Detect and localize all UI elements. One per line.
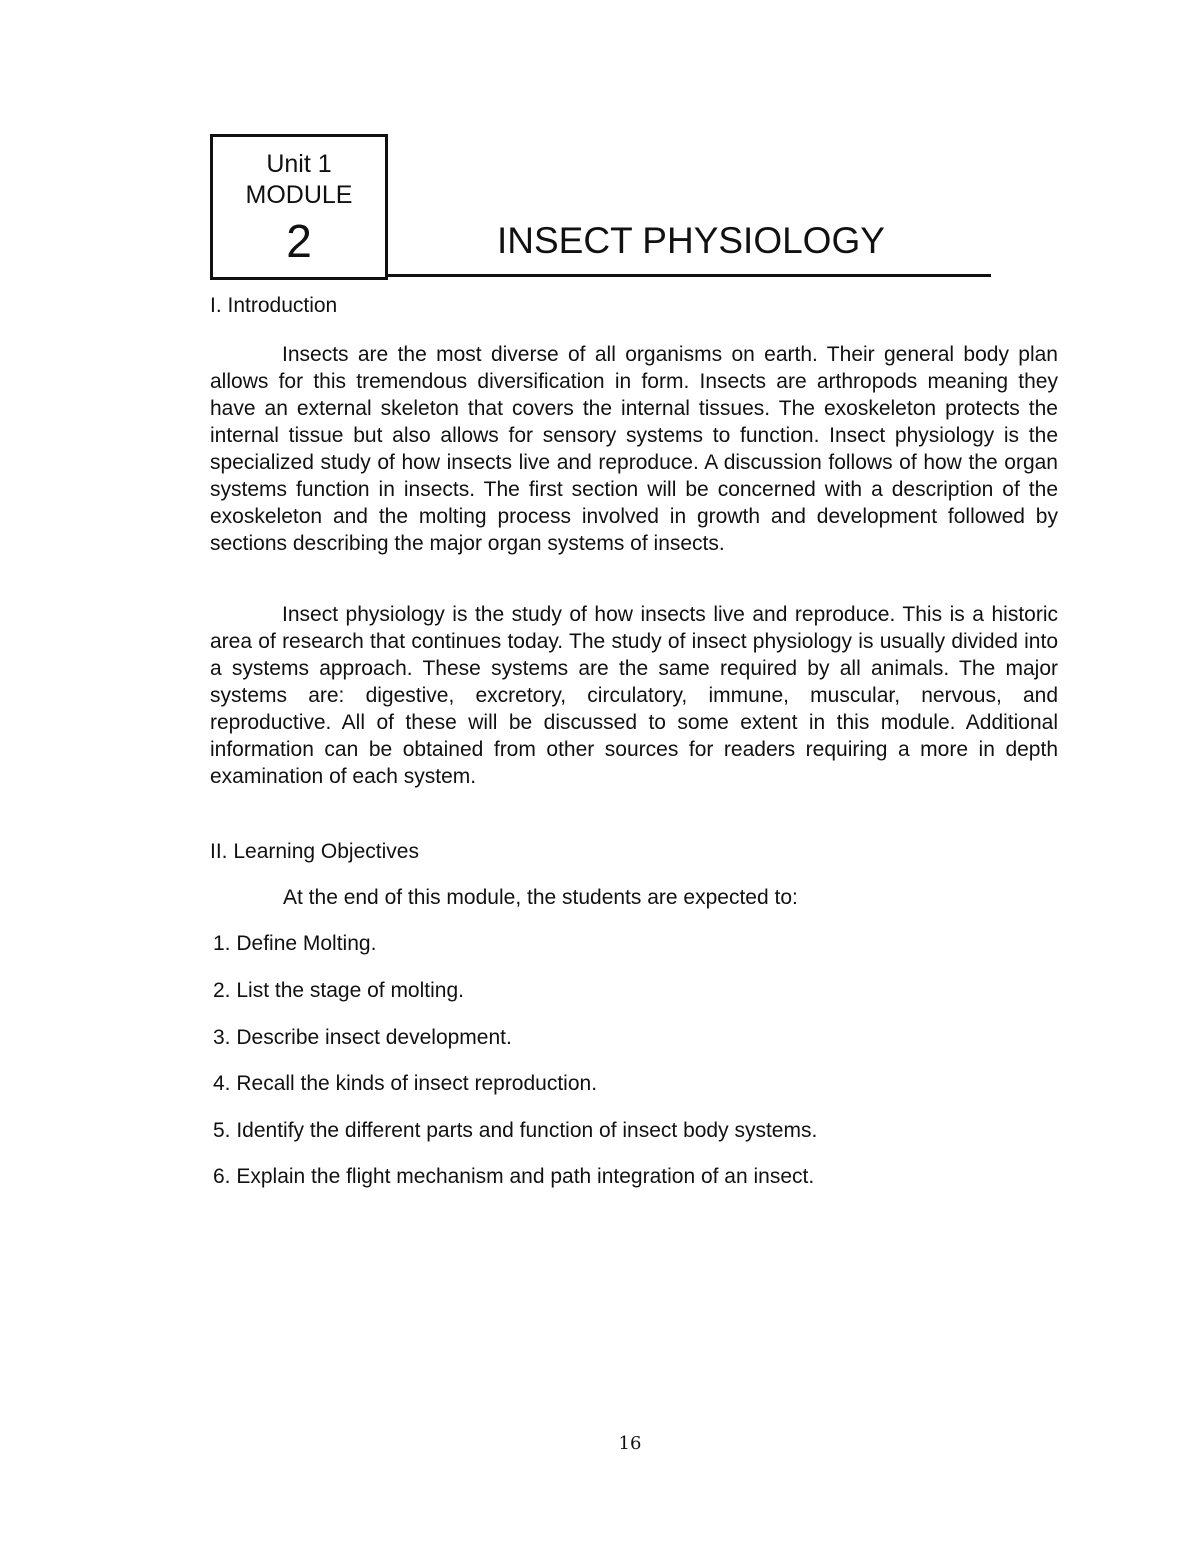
objective-item: 1. Define Molting.	[213, 932, 377, 955]
learning-objectives-heading: II. Learning Objectives	[210, 840, 419, 863]
objective-item: 3. Describe insect development.	[213, 1026, 512, 1049]
unit-label: Unit 1	[266, 150, 332, 178]
objective-item: 4. Recall the kinds of insect reproduction.	[213, 1072, 598, 1095]
module-box	[210, 134, 388, 280]
module-label: MODULE	[245, 181, 353, 209]
page-title: INSECT PHYSIOLOGY	[497, 220, 885, 261]
introduction-paragraph-1: Insects are the most diverse of all organisms on earth. Their general body plan allows for this tremendous diversification in form. Insects are arthropods meaning they have an external skeleton that covers the internal tissues. The exoskeleton protects the internal tissue but also allows for sensory systems to function. Insect physiology is the specialized study of how insects live and reproduce. A discussion follows of how the organ systems function in insects. The first section will be concerned with a description of the exoskeleton and the molting process involved in growth and development followed by sections describing the major organ systems of insects.	[210, 343, 1058, 555]
objectives-intro: At the end of this module, the students are expected to:	[283, 886, 798, 909]
introduction-heading: I. Introduction	[210, 294, 338, 317]
objective-item: 2. List the stage of molting.	[213, 979, 464, 1002]
title-underline	[385, 274, 991, 277]
module-number: 2	[286, 215, 312, 267]
objective-item: 6. Explain the flight mechanism and path integration of an insect.	[213, 1165, 815, 1188]
objective-item: 5. Identify the different parts and function of insect body systems.	[213, 1119, 818, 1142]
introduction-paragraph-2: Insect physiology is the study of how insects live and reproduce. This is a historic area of research that continues today. The study of insect physiology is usually divided into a systems approach. These systems are the same required by all animals. The major systems are: digestive, excretory, circulatory, immune, muscular, nervous, and reproductive. All of these will be discussed to some extent in this module. Additional information can be obtained from other sources for readers requiring a more in depth examination of each system.	[210, 603, 1058, 788]
page-number: 16	[618, 1433, 642, 1454]
